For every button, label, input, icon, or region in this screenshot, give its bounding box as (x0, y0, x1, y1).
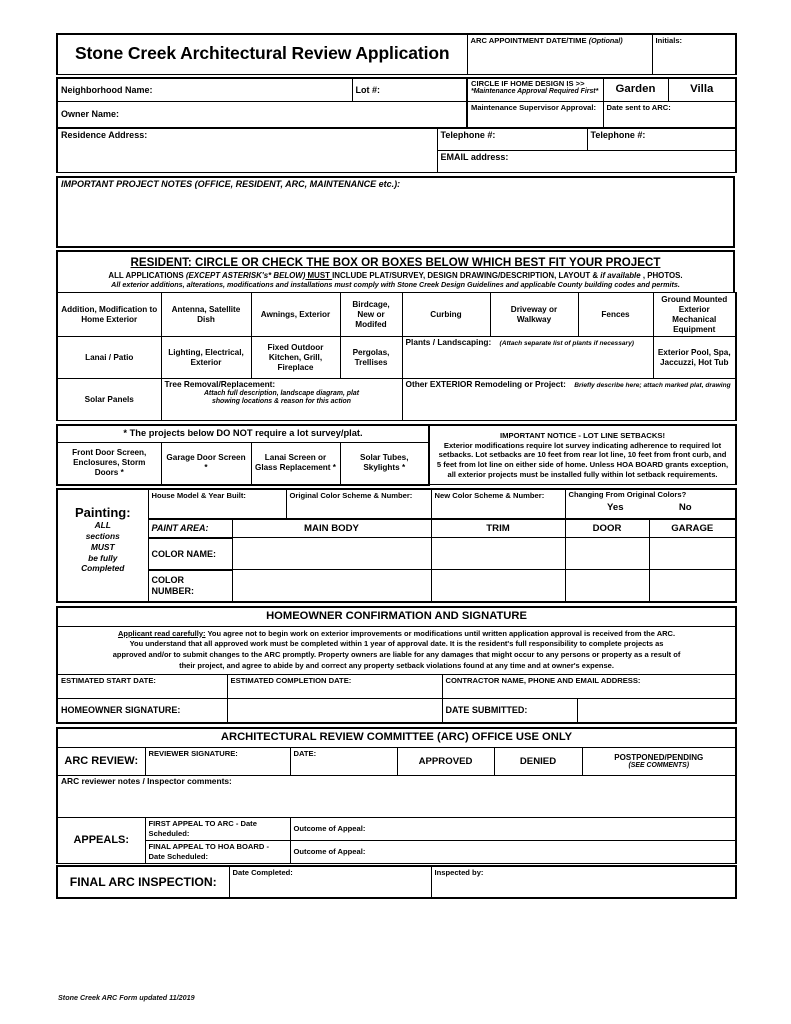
appeals-table (56, 817, 737, 864)
no-survey-option-solar-tubes[interactable]: Solar Tubes, Skylights * (340, 443, 429, 485)
reviewer-signature-field[interactable] (145, 747, 290, 775)
contractor-info-label: CONTRACTOR NAME, PHONE AND EMAIL ADDRESS: (445, 676, 641, 686)
initials-field[interactable] (652, 34, 736, 74)
first-appeal-outcome-label: Outcome of Appeal: (293, 823, 366, 833)
no-survey-option-front-door[interactable]: Front Door Screen, Enclosures, Storm Doors * (57, 443, 161, 485)
villa-label: Villa (690, 83, 714, 96)
inspected-by-label: Inspected by: (434, 867, 484, 877)
form-footer: Stone Creek ARC Form updated 11/2019 (58, 993, 195, 1002)
no-option[interactable]: No (678, 501, 692, 513)
color-name-label: COLOR NAME: (151, 548, 216, 559)
telephone1-field[interactable] (437, 128, 587, 150)
resident-instructions-table (56, 250, 735, 293)
contractor-info-field[interactable] (442, 675, 736, 699)
first-appeal-field[interactable] (145, 817, 290, 840)
color-number-door-input[interactable] (565, 570, 649, 602)
approved-option[interactable] (397, 747, 494, 775)
postponed-option[interactable] (582, 747, 736, 775)
arc-reviewer-notes-label: ARC reviewer notes / Inspector comments: (61, 775, 232, 786)
garden-label: Garden (615, 83, 656, 96)
project-notes-table (56, 176, 735, 248)
painting-table (56, 488, 737, 603)
color-name-trim-input[interactable] (431, 538, 565, 570)
legal-1-rest: You agree not to begin work on exterior improvements or modifications until written application approval is received from the ARC. (205, 628, 676, 638)
color-number-main-body-input[interactable] (232, 570, 431, 602)
project-notes-field[interactable] (57, 177, 734, 247)
neighborhood-name-label: Neighborhood Name: (61, 84, 153, 95)
resident-compliance-note: All exterior additions, alterations, modifications and installations must comply with Stone Creek Design Guidelines and applicable County building codes and permits. (111, 280, 680, 290)
date-sent-arc-field[interactable] (603, 102, 736, 128)
project-option-plants-landscaping[interactable] (402, 337, 653, 379)
telephone2-label: Telephone #: (590, 130, 646, 140)
header-table (56, 33, 737, 75)
color-number-garage-input[interactable] (649, 570, 736, 602)
neighborhood-name-field[interactable] (57, 78, 352, 102)
req-part-c: MUST (305, 270, 333, 280)
project-option-fences[interactable]: Fences (578, 293, 653, 337)
arc-date-label: DATE: (293, 748, 317, 758)
date-completed-label: Date Completed: (232, 867, 293, 877)
color-number-label-cell (148, 570, 232, 602)
paint-area-label: PAINT AREA: (151, 523, 209, 533)
req-part-b: (EXCEPT ASTERISK's* BELOW) (185, 270, 306, 280)
legal-line-2: You understand that all approved work must be completed within 1 year of approval date. It is the resident's full responsibility to complete projects as (129, 639, 664, 649)
final-appeal-outcome-label: Outcome of Appeal: (293, 846, 366, 856)
yes-option[interactable]: Yes (606, 501, 624, 513)
paint-col-door: DOOR (565, 519, 649, 538)
date-completed-field[interactable] (229, 866, 431, 898)
estimated-completion-date-field[interactable] (227, 675, 442, 699)
arc-office-table (56, 727, 737, 818)
final-inspection-table (56, 865, 737, 899)
maintenance-approval-field[interactable] (467, 102, 603, 128)
setback-notice-title: IMPORTANT NOTICE - LOT LINE SETBACKS! (499, 430, 666, 440)
project-grid-table (56, 292, 737, 421)
appeals-label-cell: APPEALS: (57, 817, 145, 863)
color-number-label: COLOR NUMBER: (151, 575, 194, 596)
painting-title: Painting: (74, 504, 131, 520)
color-number-trim-input[interactable] (431, 570, 565, 602)
residence-address-label: Residence Address: (61, 130, 148, 140)
approved-label: APPROVED (418, 755, 473, 767)
postponed-label: POSTPONED/PENDING (614, 752, 704, 762)
final-appeal-label: FINAL APPEAL TO HOA BOARD - Date Scheduled: (148, 841, 270, 861)
project-option-lanai-patio[interactable]: Lanai / Patio (57, 337, 161, 379)
legal-line-1 (64, 629, 729, 640)
homeowner-signature-label: HOMEOWNER SIGNATURE: (61, 705, 181, 716)
applicant-table (56, 77, 737, 129)
final-inspection-label-cell: FINAL ARC INSPECTION: (57, 866, 229, 898)
plants-label: Plants / Landscaping: (405, 337, 492, 348)
arc-appointment-optional: (Optional) (588, 36, 623, 45)
initials-label: Initials: (655, 36, 683, 45)
homeowner-section-heading: HOMEOWNER CONFIRMATION AND SIGNATURE (57, 607, 736, 626)
legal-line-4: their project, and agree to abide by and correct any property setback violations found at any time and at owner's expense. (179, 660, 614, 670)
project-option-addition[interactable]: Addition, Modification to Home Exterior (57, 293, 161, 337)
plants-note: (Attach separate list of plants if necessary) (499, 340, 634, 348)
project-option-awnings[interactable]: Awnings, Exterior (251, 293, 340, 337)
project-option-pergolas[interactable]: Pergolas, Trellises (340, 337, 402, 379)
new-scheme-field[interactable] (431, 489, 565, 519)
yes-no-options[interactable] (569, 500, 733, 513)
changing-colors-label: Changing From Original Colors? (568, 489, 687, 499)
address-table (56, 127, 737, 173)
owner-name-field[interactable] (57, 102, 467, 128)
tree-note-1: Attach full description, landscape diagram, plat (203, 390, 360, 398)
project-option-fixed-outdoor-kitchen[interactable]: Fixed Outdoor Kitchen, Grill, Fireplace (251, 337, 340, 379)
estimated-start-date-label: ESTIMATED START DATE: (61, 676, 156, 686)
homeowner-signature-input[interactable] (227, 699, 442, 723)
postponed-note: (SEE COMMENTS) (628, 761, 689, 769)
maintenance-approval-label: Maintenance Supervisor Approval: (471, 103, 597, 112)
no-survey-table (56, 424, 737, 485)
homeowner-signature-field[interactable] (57, 699, 227, 723)
req-part-d: INCLUDE PLAT/SURVEY, DESIGN DRAWING/DESCRIPTION, LAYOUT & (332, 270, 601, 280)
estimated-completion-date-label: ESTIMATED COMPLETION DATE: (230, 676, 352, 686)
arc-reviewer-notes-field[interactable] (57, 775, 736, 817)
no-survey-option-lanai-screen[interactable]: Lanai Screen or Glass Replacement * (251, 443, 340, 485)
project-option-tree-removal[interactable] (161, 379, 402, 421)
project-option-ground-mounted[interactable]: Ground Mounted Exterior Mechanical Equipment (653, 293, 736, 337)
paint-col-main-body: MAIN BODY (232, 519, 431, 538)
legal-line-3: approved and/or to submit changes to the ARC promptly. Property owners are liable for any damages that might occur to any persons or property as a result of (112, 649, 681, 659)
lot-number-label: Lot #: (355, 84, 380, 95)
final-appeal-outcome-field[interactable] (290, 840, 736, 863)
circle-design-note: *Maintenance Approval Required First* (471, 88, 599, 96)
project-option-curbing[interactable]: Curbing (402, 293, 490, 337)
denied-label: DENIED (519, 755, 557, 767)
house-model-field[interactable] (148, 489, 286, 519)
painting-section-label (57, 489, 148, 602)
req-part-f: , PHOTOS. (640, 270, 683, 280)
no-survey-heading: * The projects below DO NOT require a lot survey/plat. (57, 425, 429, 442)
project-option-other-remodeling[interactable] (402, 379, 736, 421)
resident-heading: RESIDENT: CIRCLE OR CHECK THE BOX OR BOXES BELOW WHICH BEST FIT YOUR PROJECT (130, 255, 661, 269)
telephone2-field[interactable] (587, 128, 736, 150)
tree-label: Tree Removal/Replacement: (164, 379, 276, 390)
first-appeal-outcome-field[interactable] (290, 817, 736, 840)
other-label: Other EXTERIOR Remodeling or Project: (405, 379, 566, 390)
date-submitted-input[interactable] (577, 699, 736, 723)
telephone1-label: Telephone #: (440, 130, 496, 140)
email-address-label: EMAIL address: (440, 151, 509, 162)
tree-note-2: showing locations & reason for this action (212, 398, 351, 406)
project-option-birdcage[interactable]: Birdcage, New or Modifed (340, 293, 402, 337)
color-name-garage-input[interactable] (649, 538, 736, 570)
date-submitted-label: DATE SUBMITTED: (445, 705, 528, 716)
new-scheme-label: New Color Scheme & Number: (434, 490, 545, 500)
lot-number-field[interactable] (352, 78, 467, 102)
estimated-start-date-field[interactable] (57, 675, 227, 699)
setback-notice (429, 425, 736, 484)
homeowner-legal-text (57, 626, 736, 675)
date-submitted-field[interactable] (442, 699, 577, 723)
project-notes-label: IMPORTANT PROJECT NOTES (OFFICE, RESIDENT, ARC, MAINTENANCE etc.): (61, 178, 401, 189)
first-appeal-label: FIRST APPEAL TO ARC - Date Scheduled: (148, 818, 257, 838)
form-sheet (56, 33, 735, 899)
resident-requirements (61, 269, 730, 280)
reviewer-signature-label: REVIEWER SIGNATURE: (148, 748, 238, 758)
applicant-read-carefully: Applicant read carefully: (117, 628, 206, 638)
final-appeal-field[interactable] (145, 840, 290, 863)
inspected-by-field[interactable] (431, 866, 736, 898)
email-address-field[interactable] (437, 150, 736, 172)
setback-line-3: 5 feet from lot line on either side of home. Unless HOA BOARD grants exception, (436, 460, 729, 470)
original-scheme-label: Original Color Scheme & Number: (289, 490, 413, 500)
circle-design-field[interactable] (467, 78, 603, 102)
date-sent-arc-label: Date sent to ARC: (606, 103, 671, 112)
painting-sub-2: sections (85, 530, 120, 541)
resident-heading-cell (57, 251, 734, 293)
project-option-solar-panels[interactable]: Solar Panels (57, 379, 161, 421)
painting-sub-1: ALL (94, 519, 111, 530)
arc-date-field[interactable] (290, 747, 397, 775)
paint-area-label-cell (148, 519, 232, 538)
changing-colors-field[interactable] (565, 489, 736, 519)
circle-design-label: CIRCLE IF HOME DESIGN IS >> (471, 78, 585, 88)
setback-line-1: Exterior modifications require lot survey indicating adherence to required lot (443, 440, 722, 450)
setback-line-2: setbacks. Lot setbacks are 10 feet from rear lot line, 10 feet from front curb, and (438, 450, 727, 460)
project-option-antenna[interactable]: Antenna, Satellite Dish (161, 293, 251, 337)
project-option-exterior-pool[interactable]: Exterior Pool, Spa, Jaccuzzi, Hot Tub (653, 337, 736, 379)
setback-line-4: all exterior projects must be installed fully within lot setback requirements. (447, 470, 718, 480)
paint-col-garage: GARAGE (649, 519, 736, 538)
arc-office-heading: ARCHITECTURAL REVIEW COMMITTEE (ARC) OFFICE USE ONLY (57, 728, 736, 747)
residence-address-field[interactable] (57, 128, 437, 172)
original-scheme-field[interactable] (286, 489, 431, 519)
color-name-door-input[interactable] (565, 538, 649, 570)
paint-col-trim: TRIM (431, 519, 565, 538)
project-option-driveway[interactable]: Driveway or Walkway (490, 293, 578, 337)
no-survey-option-garage-door[interactable]: Garage Door Screen * (161, 443, 251, 485)
painting-sub-3: MUST (90, 541, 115, 552)
villa-option[interactable] (668, 78, 736, 102)
arc-appointment-label: ARC APPOINTMENT DATE/TIME (470, 36, 587, 45)
color-name-main-body-input[interactable] (232, 538, 431, 570)
other-note: Briefly describe here; attach marked plat, drawing (574, 382, 731, 390)
denied-option[interactable] (494, 747, 582, 775)
color-name-label-cell (148, 538, 232, 570)
req-part-e: if available (600, 270, 641, 280)
arc-appointment-field[interactable] (467, 34, 652, 74)
req-part-a: ALL APPLICATIONS (108, 270, 186, 280)
page-title: Stone Creek Architectural Review Application (57, 34, 467, 74)
project-option-lighting[interactable]: Lighting, Electrical, Exterior (161, 337, 251, 379)
arc-review-label-cell: ARC REVIEW: (57, 747, 145, 775)
owner-name-label: Owner Name: (61, 109, 120, 120)
painting-sub-5: Completed (81, 563, 125, 574)
house-model-label: House Model & Year Built: (151, 490, 246, 500)
homeowner-table (56, 606, 737, 724)
garden-option[interactable] (603, 78, 668, 102)
painting-sub-4: be fully (88, 552, 118, 563)
